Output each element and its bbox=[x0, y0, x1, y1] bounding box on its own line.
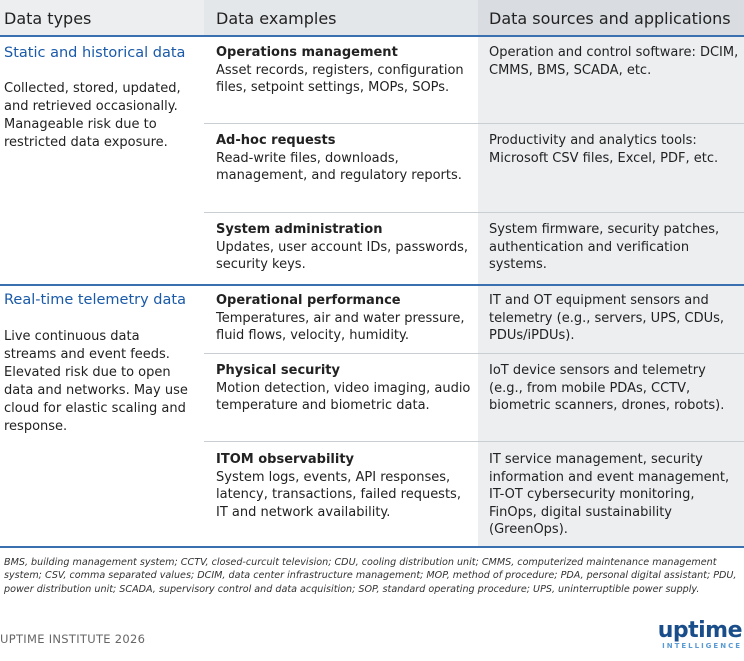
source-text: Productivity and analytics tools: Microsoft CSV files, Excel, PDF, etc. bbox=[489, 133, 719, 166]
example-title: Operational performance bbox=[216, 293, 401, 308]
section-title-realtime: Real-time telemetry data bbox=[4, 292, 186, 308]
example-text: Asset records, registers, configuration files, setpoint settings, MOPs, SOPs. bbox=[216, 62, 464, 96]
header-data-examples: Data examples bbox=[216, 9, 337, 28]
divider-line bbox=[0, 546, 744, 548]
table-row bbox=[216, 221, 472, 274]
header-data-sources: Data sources and applications bbox=[489, 9, 731, 28]
source-text: IoT device sensors and telemetry (e.g., from mobile PDAs, CCTV, biometric scanners, drones, robots). bbox=[489, 363, 725, 414]
table-header bbox=[0, 0, 744, 35]
source-text: IT service management, security information and event management, IT-OT cybersecurity monitoring, FinOps, digital sustainability (GreenOps). bbox=[489, 452, 730, 538]
header-data-types: Data types bbox=[4, 9, 92, 28]
source-text: System firmware, security patches, authentication and verification systems. bbox=[489, 222, 720, 273]
example-title: ITOM observability bbox=[216, 452, 355, 467]
uptime-logo bbox=[658, 620, 742, 650]
table-row bbox=[216, 292, 472, 345]
source-text: Operation and control software: DCIM, CMMS, BMS, SCADA, etc. bbox=[489, 45, 739, 78]
example-title: Physical security bbox=[216, 363, 340, 378]
footnote: BMS, building management system; CCTV, closed-curcuit television; CDU, cooling distribution unit; CMMS, computerized maintenance management system; CSV, comma separated values; DCIM, data center infrastructure management; MOP, method of procedure; PDA, personal digital assistant; PDU, power distribution unit; SCADA, supervisory control and data acquisition; SOP, standard operating procedure; UPS, uninterruptible power supply. bbox=[4, 557, 737, 595]
source-text: IT and OT equipment sensors and telemetry (e.g., servers, UPS, CDUs, PDUs/iPDUs). bbox=[489, 293, 725, 344]
table-row bbox=[216, 362, 472, 415]
example-text: Motion detection, video imaging, audio temperature and biometric data. bbox=[216, 380, 471, 414]
brand-text: UPTIME INSTITUTE 2026 bbox=[0, 632, 146, 646]
table-row bbox=[216, 132, 472, 185]
example-text: System logs, events, API responses, latency, transactions, failed requests, IT and network availability. bbox=[216, 469, 461, 520]
table-row bbox=[216, 451, 472, 521]
example-title: Ad-hoc requests bbox=[216, 133, 336, 148]
table-row bbox=[216, 44, 472, 97]
logo-main: uptime bbox=[657, 618, 742, 643]
logo-sub: INTELLIGENCE bbox=[662, 642, 742, 650]
example-title: System administration bbox=[216, 222, 383, 237]
section-title-static: Static and historical data bbox=[4, 45, 186, 61]
section-desc-realtime: Live continuous data streams and event feeds. Elevated risk due to open data and networks. May use cloud for elastic scaling and response. bbox=[4, 329, 188, 434]
example-text: Temperatures, air and water pressure, fluid flows, velocity, humidity. bbox=[216, 310, 465, 344]
example-title: Operations management bbox=[216, 45, 398, 60]
example-text: Updates, user account IDs, passwords, security keys. bbox=[216, 239, 469, 273]
example-text: Read-write files, downloads, management, and regulatory reports. bbox=[216, 150, 462, 184]
section-desc-static: Collected, stored, updated, and retrieved occasionally. Manageable risk due to restricted data exposure. bbox=[4, 81, 181, 150]
